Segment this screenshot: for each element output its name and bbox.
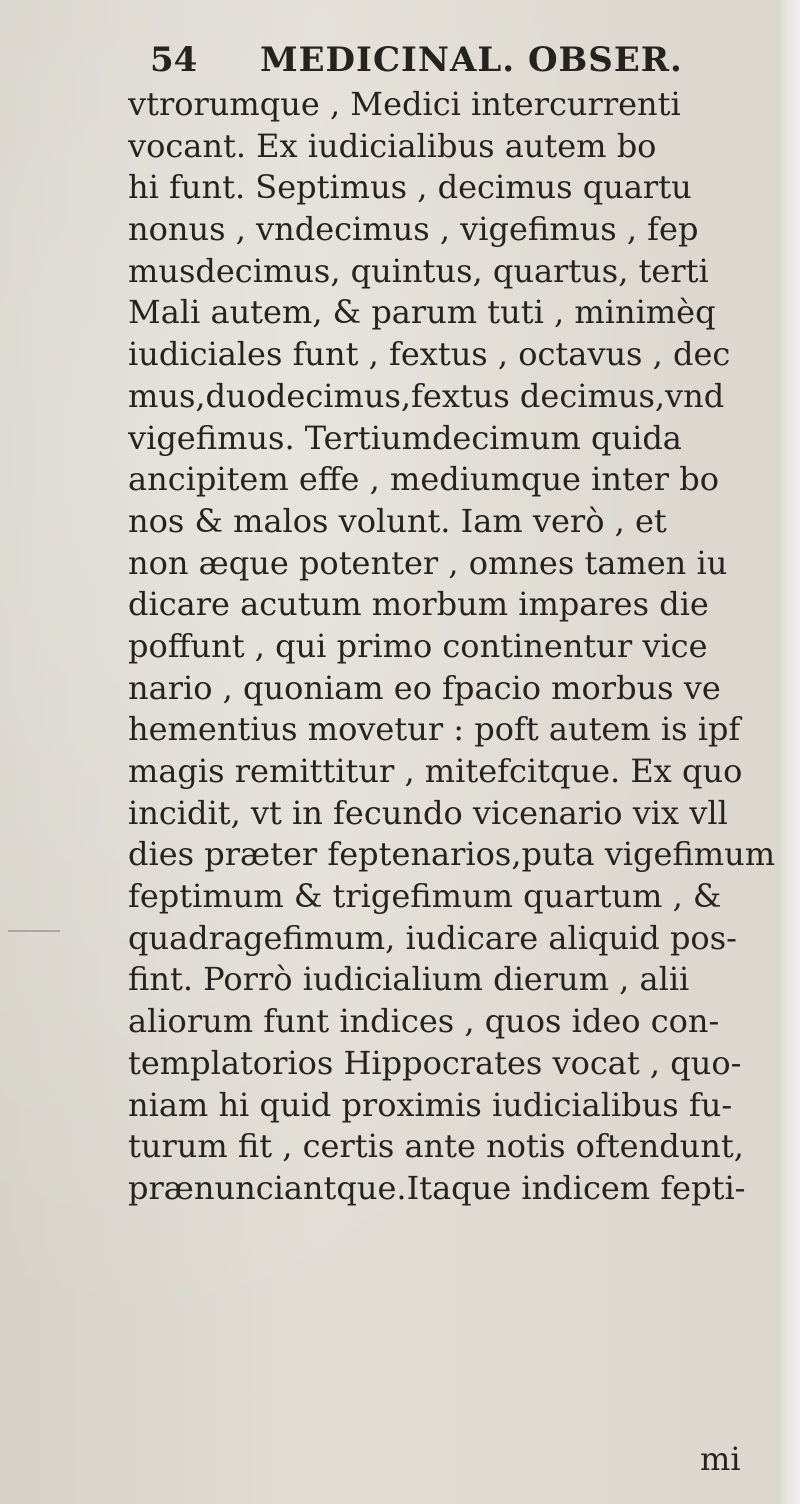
margin-mark <box>8 930 60 932</box>
text-line: vtrorumque , Medici intercurrenti <box>128 85 681 123</box>
text-line: poffunt , qui primo continentur vice <box>128 626 708 665</box>
text-line: nonus , vndecimus , vigefimus , fep <box>128 210 699 249</box>
text-line: turum fit , certis ante notis oftendunt, <box>128 1127 744 1166</box>
text-line: aliorum funt indices , quos ideo con- <box>128 1002 720 1041</box>
text-line: hementius movetur : poft autem is ipf <box>128 710 741 749</box>
text-line: mus,duodecimus,fextus decimus,vnd <box>128 376 725 415</box>
page-number: 54 <box>150 40 198 80</box>
running-title: MEDICINAL. OBSER. <box>260 40 683 80</box>
text-line: musdecimus, quintus, quartus, terti <box>128 251 709 290</box>
text-line: fint. Porrò iudicialium dierum , alii <box>128 960 690 999</box>
text-line: feptimum & trigefimum quartum , & <box>128 877 722 916</box>
text-line: magis remittitur , mitefcitque. Ex quo <box>128 752 743 790</box>
text-line: nos & malos volunt. Iam verò , et <box>128 501 667 540</box>
text-line: hi funt. Septimus , decimus quartu <box>128 168 692 207</box>
text-line: non æque potenter , omnes tamen iu <box>128 543 728 582</box>
text-line: ancipitem effe , mediumque inter bo <box>128 460 720 499</box>
text-line: niam hi quid proximis iudicialibus fu- <box>128 1085 733 1124</box>
text-line: incidit, vt in fecundo vicenario vix vll <box>128 793 728 832</box>
catchword: mi <box>700 1440 741 1478</box>
text-line: dicare acutum morbum impares die <box>128 585 709 624</box>
text-line: vigefimus. Tertiumdecimum quida <box>128 418 682 457</box>
text-line: quadragefimum, iudicare aliquid pos- <box>128 918 737 957</box>
body-text <box>128 84 798 1210</box>
text-line: nario , quoniam eo fpacio morbus ve <box>128 668 721 707</box>
text-line: Mali autem, & parum tuti , minimèq <box>128 293 716 332</box>
text-line: dies præter feptenarios,puta vigefimum <box>128 835 776 874</box>
text-line: iudiciales funt , fextus , octavus , dec <box>128 335 731 374</box>
text-line: prænunciantque.Itaque indicem fepti- <box>128 1168 746 1207</box>
text-line: vocant. Ex iudicialibus autem bo <box>128 126 657 165</box>
text-line: templatorios Hippocrates vocat , quo- <box>128 1043 742 1082</box>
